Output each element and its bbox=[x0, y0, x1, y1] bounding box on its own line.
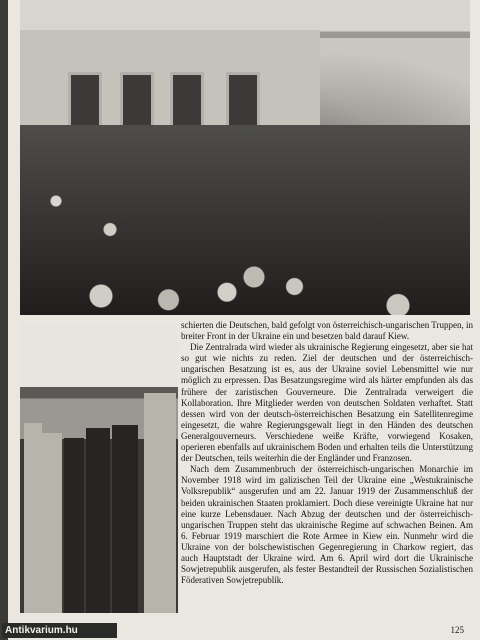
photo-window bbox=[120, 72, 154, 130]
photo-figure bbox=[42, 433, 62, 613]
photo-figure bbox=[112, 425, 138, 613]
article-text bbox=[181, 320, 473, 586]
book-page bbox=[8, 0, 480, 640]
photo-crowd bbox=[20, 125, 470, 315]
page-number: 125 bbox=[450, 625, 464, 635]
article-paragraph: Nach dem Zusammenbruch der österreichisch-ungarischen Monarchie im November 1918 wird im galizischen Teil der Ukraine eine „Westukrainische Volksrepublik“ ausgerufen und am 22. Januar 1919 der Zusammenschluß der beiden ukrainischen Staaten proklamiert. Doch diese vereinigte Ukraine hat nur eine kurze Lebensdauer. Nach Abzug der deutschen und der österreichisch-ungarischen Truppen steht das ukrainische Regime auf schwachen Beinen. Am 6. Februar 1919 marschiert die Rote Armee in Kiew ein. Nunmehr wird die Ukraine von der bolschewistischen Gegenregierung in Charkow regiert, das auch Hauptstadt der Ukraine wird. Am 6. April wird dort die Ukrainische Sowjetrepublik ausgerufen, als fester Bestandteil der Russischen Sozialistischen Föderativen Sowjetrepublik. bbox=[181, 464, 473, 586]
photo-figure bbox=[86, 428, 110, 613]
photo-cavalry-crowd bbox=[20, 0, 470, 315]
article-paragraph: schierten die Deutschen, bald gefolgt von österreichisch-ungarischen Truppen, in breiter Front in der Ukraine ein und besetzen bald darauf Kiew. bbox=[181, 320, 473, 342]
photo-window bbox=[226, 72, 260, 130]
photo-window bbox=[68, 72, 102, 130]
photo-soldiers-line bbox=[20, 323, 178, 613]
photo-window bbox=[170, 72, 204, 130]
watermark-logo: Antikvarium.hu bbox=[2, 623, 117, 638]
photo-figure bbox=[144, 393, 176, 613]
photo-figure bbox=[24, 423, 42, 613]
article-paragraph: Die Zentralrada wird wieder als ukrainische Regierung eingesetzt, aber sie hat so gut wie nichts zu reden. Ziel der deutschen und der österreichisch-ungarischen Besatzung ist es, aus der Ukraine soviel Lebensmittel wie nur möglich zu erpressen. Das Besatzungsregime wird als härter empfunden als das frühere der zaristischen Gouverneure. Die Zentralrada verweigert die Kollaboration. Ihre Mitglieder werden von deutschen Soldaten verhaftet. Statt dessen wird von der deutsch-österreichischen Besatzung ein Satellitenregime eingesetzt, die wahre Regierungsgewalt liegt in den Händen des deutschen Generalgouverneurs. Verschiedene weiße Kräfte, vorwiegend Kosaken, operieren ebenfalls auf ukrainischem Boden und erhalten teils die Unterstützung der Deutschen, teils weiterhin die der Engländer und Franzosen. bbox=[181, 342, 473, 464]
photo-figure bbox=[64, 438, 84, 613]
